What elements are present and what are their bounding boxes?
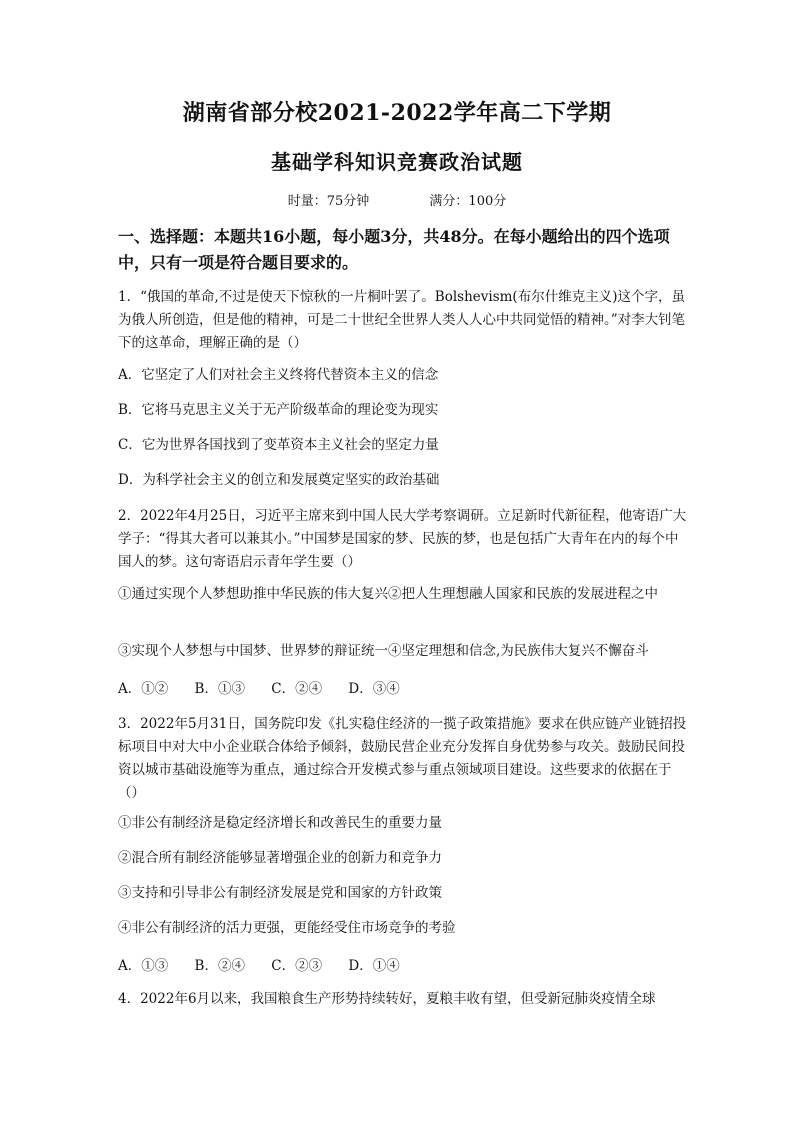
question-2-stem: 2．2022年4月25日，习近平主席来到中国人民大学考察调研。立足新时代新征程，他寄语广大学子：“得其大者可以兼其小。”中国梦是国家的梦、民族的梦，也是包括广大青年在内的每个中国人的梦。这句寄语启示青年学生要（） <box>118 508 687 570</box>
question-3-option-c: C．②③ <box>271 958 323 974</box>
question-2-statements-1-2: ①通过实现个人梦想助推中华民族的伟大复兴②把人生理想融人国家和民族的发展进程之中 <box>118 586 658 602</box>
question-3-option-a: A．①③ <box>118 958 169 974</box>
question-3-option-d: D．①④ <box>348 958 400 974</box>
question-4-stem: 4．2022年6月以来，我国粮食生产形势持续转好，夏粮丰收有望，但受新冠肺炎疫情全球 <box>118 991 656 1007</box>
question-2-option-b: B．①③ <box>194 681 245 697</box>
question-2-option-c: C．②④ <box>271 681 323 697</box>
question-2-statements-3-4: ③实现个人梦想与中国梦、世界梦的辩证统一④坚定理想和信念,为民族伟大复兴不懈奋斗 <box>118 643 649 659</box>
question-1-stem: 1．“俄国的革命,不过是使天下惊秋的一片桐叶罢了。Bolshevism(布尔什维克主义)这个字，虽为俄人所创造，但是他的精神，可是二十世纪全世界人类人人心中共同觉悟的精神。”对李大钊笔下的这革命，理解正确的是（） <box>118 289 686 351</box>
question-3-stem: 3．2022年5月31日，国务院印发《扎实稳住经济的一揽子政策措施》要求在供应链产业链招投标项目中对大中小企业联合体给予倾斜，鼓励民营企业充分发挥自身优势参与攻关。鼓励民间投资以城市基础设施等为重点，通过综合开发模式参与重点领域项目建设。这些要求的依据在于（） <box>118 716 687 801</box>
question-2-option-d: D．③④ <box>348 681 400 697</box>
exam-title-line2: 基础学科知识竞赛政治试题 <box>271 150 523 174</box>
question-1-option-a: A．它坚定了人们对社会主义终将代替资本主义的信念 <box>118 367 439 383</box>
question-3-statement-3: ③支持和引导非公有制经济发展是党和国家的方针政策 <box>118 885 442 901</box>
question-3-option-b: B．②④ <box>194 958 245 974</box>
question-3-statement-4: ④非公有制经济的活力更强，更能经受住市场竞争的考验 <box>118 920 456 936</box>
question-1-option-c: C．它为世界各国找到了变革资本主义社会的坚定力量 <box>118 437 439 453</box>
question-2-option-a: A．①② <box>118 681 169 697</box>
question-1-option-b: B．它将马克思主义关于无产阶级革命的理论变为现实 <box>118 402 439 418</box>
question-1-option-d: D．为科学社会主义的创立和发展奠定坚实的政治基础 <box>118 472 440 488</box>
exam-time: 时量：75分钟 <box>287 194 370 209</box>
question-2-options <box>118 677 422 697</box>
section-heading: 一、选择题：本题共16小题，每小题3分，共48分。在每小题给出的四个选项中，只有一项是符合题目要求的。 <box>118 227 670 272</box>
question-3-statement-2: ②混合所有制经济能够显著增强企业的创新力和竞争力 <box>118 850 442 866</box>
question-3-options <box>118 954 422 974</box>
exam-title-line1: 湖南省部分校2021-2022学年高二下学期 <box>182 100 612 126</box>
question-3-statement-1: ①非公有制经济是稳定经济增长和改善民生的重要力量 <box>118 815 442 831</box>
exam-meta <box>0 190 794 209</box>
exam-score: 满分：100分 <box>429 194 507 209</box>
